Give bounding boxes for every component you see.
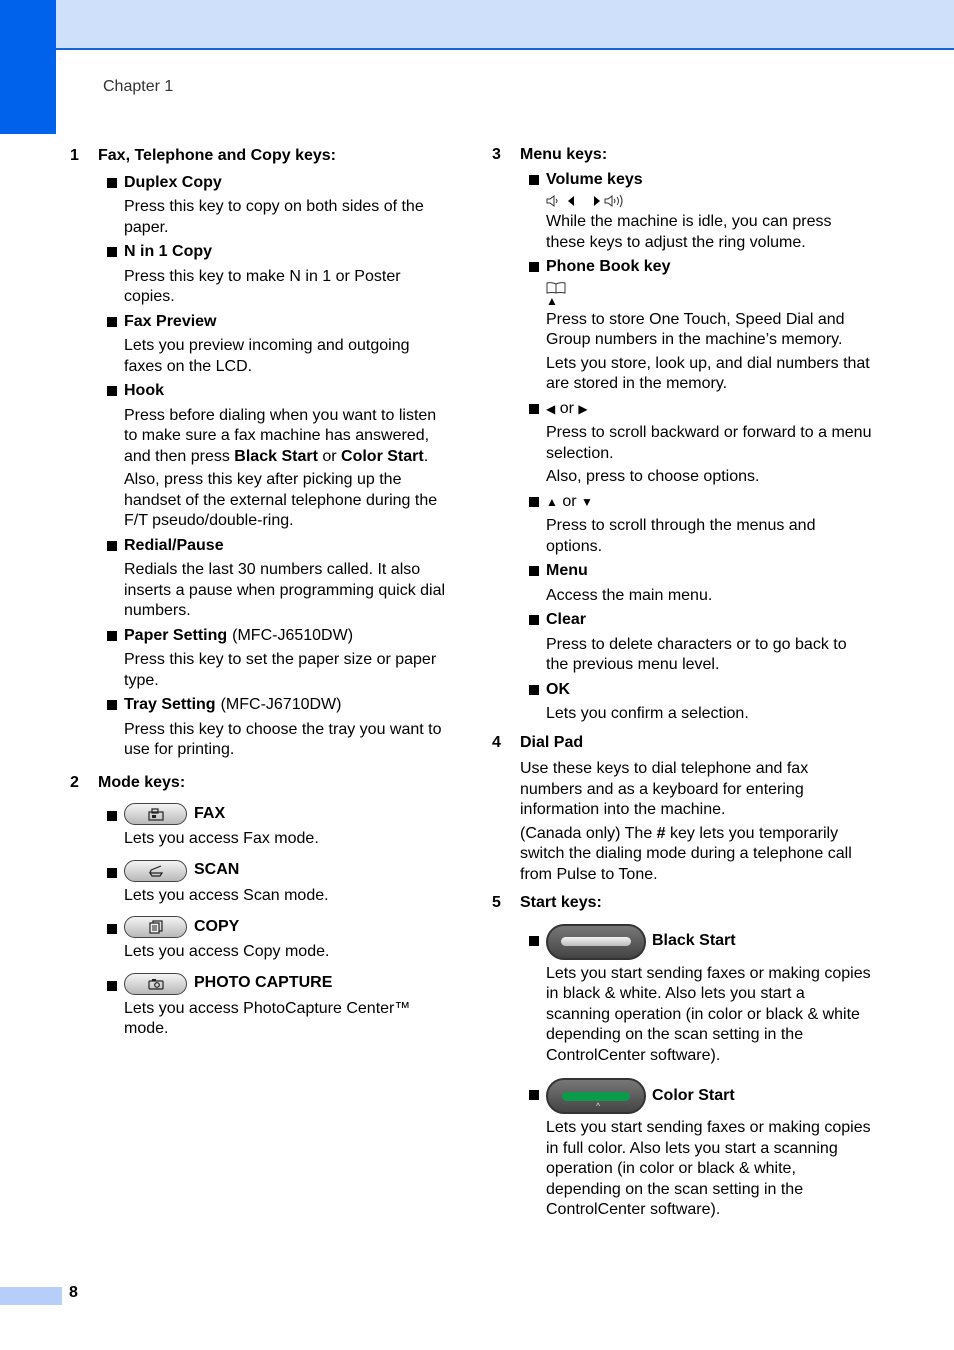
item-desc: While the machine is idle, you can press these keys to adjust the ring volume. bbox=[546, 213, 832, 251]
item-up-down-keys bbox=[520, 492, 872, 558]
section-fax-telephone-copy bbox=[70, 146, 450, 761]
item-title bbox=[124, 916, 450, 938]
camera-icon bbox=[148, 978, 164, 990]
mode-label: FAX bbox=[194, 804, 226, 822]
item-title: OK bbox=[546, 680, 570, 698]
item-desc: Lets you access Fax mode. bbox=[124, 830, 319, 847]
text-bold: Color Start bbox=[341, 447, 424, 465]
item-title: Duplex Copy bbox=[124, 173, 222, 191]
item-desc: Press this key to copy on both sides of the paper. bbox=[124, 198, 424, 236]
item-title: Clear bbox=[546, 611, 587, 628]
model-text: (MFC-J6510DW) bbox=[232, 626, 354, 644]
photo-capture-mode-button bbox=[124, 973, 187, 995]
item-title bbox=[546, 924, 872, 960]
item-desc-2: Also, press to choose options. bbox=[546, 468, 760, 485]
phone-book-glyph bbox=[546, 282, 872, 294]
arrow-left-icon: ◀ bbox=[546, 401, 556, 416]
section-number: 3 bbox=[492, 146, 501, 163]
item-n-in-1-copy bbox=[98, 242, 450, 308]
item-desc: Press this key to make N in 1 or Poster copies. bbox=[124, 267, 401, 305]
bullet bbox=[107, 386, 117, 396]
book-icon bbox=[546, 282, 566, 294]
item-desc: Redials the last 30 numbers called. It also inserts a pause when programming quick dial numbers. bbox=[124, 561, 446, 619]
or-text: or bbox=[562, 492, 577, 510]
black-start-bar bbox=[561, 937, 631, 946]
section-start-keys bbox=[492, 893, 872, 1221]
item-desc: Press to delete characters or to go back to the previous menu level. bbox=[546, 635, 847, 673]
item-redial-pause bbox=[98, 536, 450, 622]
item-title bbox=[124, 626, 450, 647]
item-title: N in 1 Copy bbox=[124, 243, 213, 260]
item-title bbox=[124, 803, 450, 825]
item-desc: Press this key to choose the tray you want to use for printing. bbox=[124, 720, 442, 758]
fax-icon bbox=[148, 808, 164, 821]
section-title: Menu keys: bbox=[520, 146, 608, 163]
arrow-up-icon: ▲ bbox=[546, 293, 558, 308]
item-desc-2: Also, press this key after picking up the handset of the external telephone during the F/T pseudo/double-ring. bbox=[124, 471, 438, 529]
item-copy-mode bbox=[98, 916, 450, 963]
or-text: or bbox=[559, 399, 574, 417]
item-color-start bbox=[520, 1078, 872, 1221]
copy-icon bbox=[149, 920, 163, 934]
item-title bbox=[546, 492, 872, 513]
section-number: 5 bbox=[492, 894, 501, 911]
arrow-down-icon: ▼ bbox=[581, 494, 593, 509]
item-title: Volume keys bbox=[546, 170, 643, 188]
section-dial-pad bbox=[492, 733, 872, 886]
item-desc: Lets you start sending faxes or making copies in black & white. Also lets you start a scanning operation (in color or black & white depending on the scan setting in the ControlCenter software). bbox=[546, 964, 871, 1064]
item-left-right-keys bbox=[520, 399, 872, 488]
item-desc: Lets you start sending faxes or making copies in full color. Also lets you start a scanning operation (in color or black & white, depending on the scan setting in the ControlCenter software). bbox=[546, 1119, 871, 1218]
item-tray-setting bbox=[98, 695, 450, 761]
section-number: 1 bbox=[70, 147, 79, 164]
item-desc: Press to scroll through the menus and options. bbox=[546, 517, 816, 555]
title-text: Tray Setting bbox=[124, 696, 216, 713]
section-title: Mode keys: bbox=[98, 773, 186, 791]
item-black-start bbox=[520, 924, 872, 1067]
item-hook bbox=[98, 381, 450, 532]
item-duplex-copy bbox=[98, 173, 450, 239]
color-start-button bbox=[546, 1078, 646, 1114]
bullet bbox=[107, 317, 117, 327]
item-desc: Lets you access PhotoCapture Center™ mode. bbox=[124, 999, 411, 1037]
item-title: Redial/Pause bbox=[124, 536, 224, 554]
item-title: Fax Preview bbox=[124, 312, 217, 330]
start-label: Black Start bbox=[652, 932, 736, 950]
volume-glyphs bbox=[546, 194, 872, 208]
item-title: Phone Book key bbox=[546, 258, 671, 275]
bullet bbox=[529, 936, 539, 946]
item-title bbox=[546, 399, 872, 420]
fax-mode-button bbox=[124, 803, 187, 825]
item-scan-mode bbox=[98, 860, 450, 907]
item-desc: Press to store One Touch, Speed Dial and Group numbers in the machine’s memory. bbox=[546, 310, 845, 348]
item-desc: Lets you access Scan mode. bbox=[124, 886, 329, 904]
item-ok-key bbox=[520, 680, 872, 725]
mode-label: COPY bbox=[194, 917, 240, 935]
text: key lets you temporarily switch the dialing mode during a telephone call from Pulse to Tone. bbox=[520, 824, 852, 883]
item-paper-setting bbox=[98, 626, 450, 692]
bullet bbox=[107, 924, 117, 934]
text: Press before dialing when you want to listen to make sure a fax machine has answered, and then press bbox=[124, 406, 437, 465]
arrow-up-icon: ▲ bbox=[546, 494, 558, 509]
bullet bbox=[107, 868, 117, 878]
bullet bbox=[107, 700, 117, 710]
item-title bbox=[124, 695, 450, 716]
bullet bbox=[529, 404, 539, 414]
bullet bbox=[529, 566, 539, 576]
item-phone-book-key bbox=[520, 257, 872, 395]
chapter-label: Chapter 1 bbox=[103, 78, 174, 95]
item-photo-capture-mode bbox=[98, 973, 450, 1040]
text-bold: Black Start bbox=[234, 447, 318, 465]
arrow-right-icon: ▶ bbox=[578, 401, 588, 416]
text: . bbox=[423, 447, 429, 465]
speaker-high-icon bbox=[604, 194, 626, 208]
section-number: 2 bbox=[70, 773, 79, 791]
speaker-low-icon bbox=[546, 194, 564, 208]
item-desc bbox=[124, 406, 450, 468]
footer-band bbox=[0, 1287, 62, 1305]
header-band bbox=[0, 0, 954, 50]
scan-icon bbox=[148, 864, 164, 877]
item-fax-mode bbox=[98, 803, 450, 850]
title-text: Paper Setting bbox=[124, 626, 228, 644]
bullet bbox=[529, 175, 539, 185]
bullet bbox=[107, 981, 117, 991]
item-desc: Lets you access Copy mode. bbox=[124, 943, 330, 960]
item-desc: Lets you preview incoming and outgoing faxes on the LCD. bbox=[124, 337, 410, 375]
bullet bbox=[107, 541, 117, 551]
section-menu-keys bbox=[492, 145, 872, 725]
bullet bbox=[107, 811, 117, 821]
section-desc: Use these keys to dial telephone and fax numbers and as a keyboard for entering information into the machine. bbox=[520, 760, 809, 818]
model-text: (MFC-J6710DW) bbox=[220, 696, 342, 713]
arrow-left-icon bbox=[566, 195, 576, 207]
item-menu-key bbox=[520, 561, 872, 606]
bullet bbox=[529, 1090, 539, 1100]
section-number: 4 bbox=[492, 733, 501, 751]
text-bold: # bbox=[656, 824, 666, 842]
bullet bbox=[107, 247, 117, 257]
item-clear-key bbox=[520, 610, 872, 676]
item-title bbox=[124, 973, 450, 995]
mode-label: PHOTO CAPTURE bbox=[194, 974, 333, 992]
item-desc-2: Lets you store, look up, and dial numbers that are stored in the memory. bbox=[546, 354, 870, 392]
item-desc: Lets you confirm a selection. bbox=[546, 705, 749, 722]
bullet bbox=[529, 615, 539, 625]
item-desc: Press to scroll backward or forward to a menu selection. bbox=[546, 424, 872, 462]
bullet bbox=[529, 497, 539, 507]
chapter-tab bbox=[0, 0, 56, 134]
bullet bbox=[529, 685, 539, 695]
scan-mode-button bbox=[124, 860, 187, 882]
item-title: Hook bbox=[124, 382, 164, 399]
section-title: Fax, Telephone and Copy keys: bbox=[98, 147, 336, 164]
section-title: Dial Pad bbox=[520, 733, 584, 751]
bullet bbox=[107, 631, 117, 641]
caret-icon: ^ bbox=[596, 1103, 601, 1110]
left-column bbox=[70, 146, 450, 1050]
item-volume-keys bbox=[520, 170, 872, 254]
section-mode-keys bbox=[70, 773, 450, 1040]
text: or bbox=[317, 447, 342, 465]
text: (Canada only) The bbox=[520, 824, 657, 842]
section-desc-2 bbox=[520, 824, 872, 886]
section-title: Start keys: bbox=[520, 894, 602, 911]
color-start-bar bbox=[562, 1092, 630, 1101]
black-start-button bbox=[546, 924, 646, 960]
copy-mode-button bbox=[124, 916, 187, 938]
mode-label: SCAN bbox=[194, 861, 240, 879]
item-desc: Press this key to set the paper size or paper type. bbox=[124, 651, 437, 689]
item-title bbox=[546, 1078, 872, 1114]
arrow-right-icon bbox=[592, 195, 602, 207]
item-fax-preview bbox=[98, 312, 450, 378]
item-desc: Access the main menu. bbox=[546, 586, 713, 604]
bullet bbox=[107, 178, 117, 188]
right-column bbox=[492, 145, 872, 1229]
start-label: Color Start bbox=[652, 1086, 735, 1104]
bullet bbox=[529, 262, 539, 272]
page-number: 8 bbox=[69, 1284, 78, 1301]
item-title bbox=[124, 860, 450, 882]
item-title: Menu bbox=[546, 562, 588, 579]
